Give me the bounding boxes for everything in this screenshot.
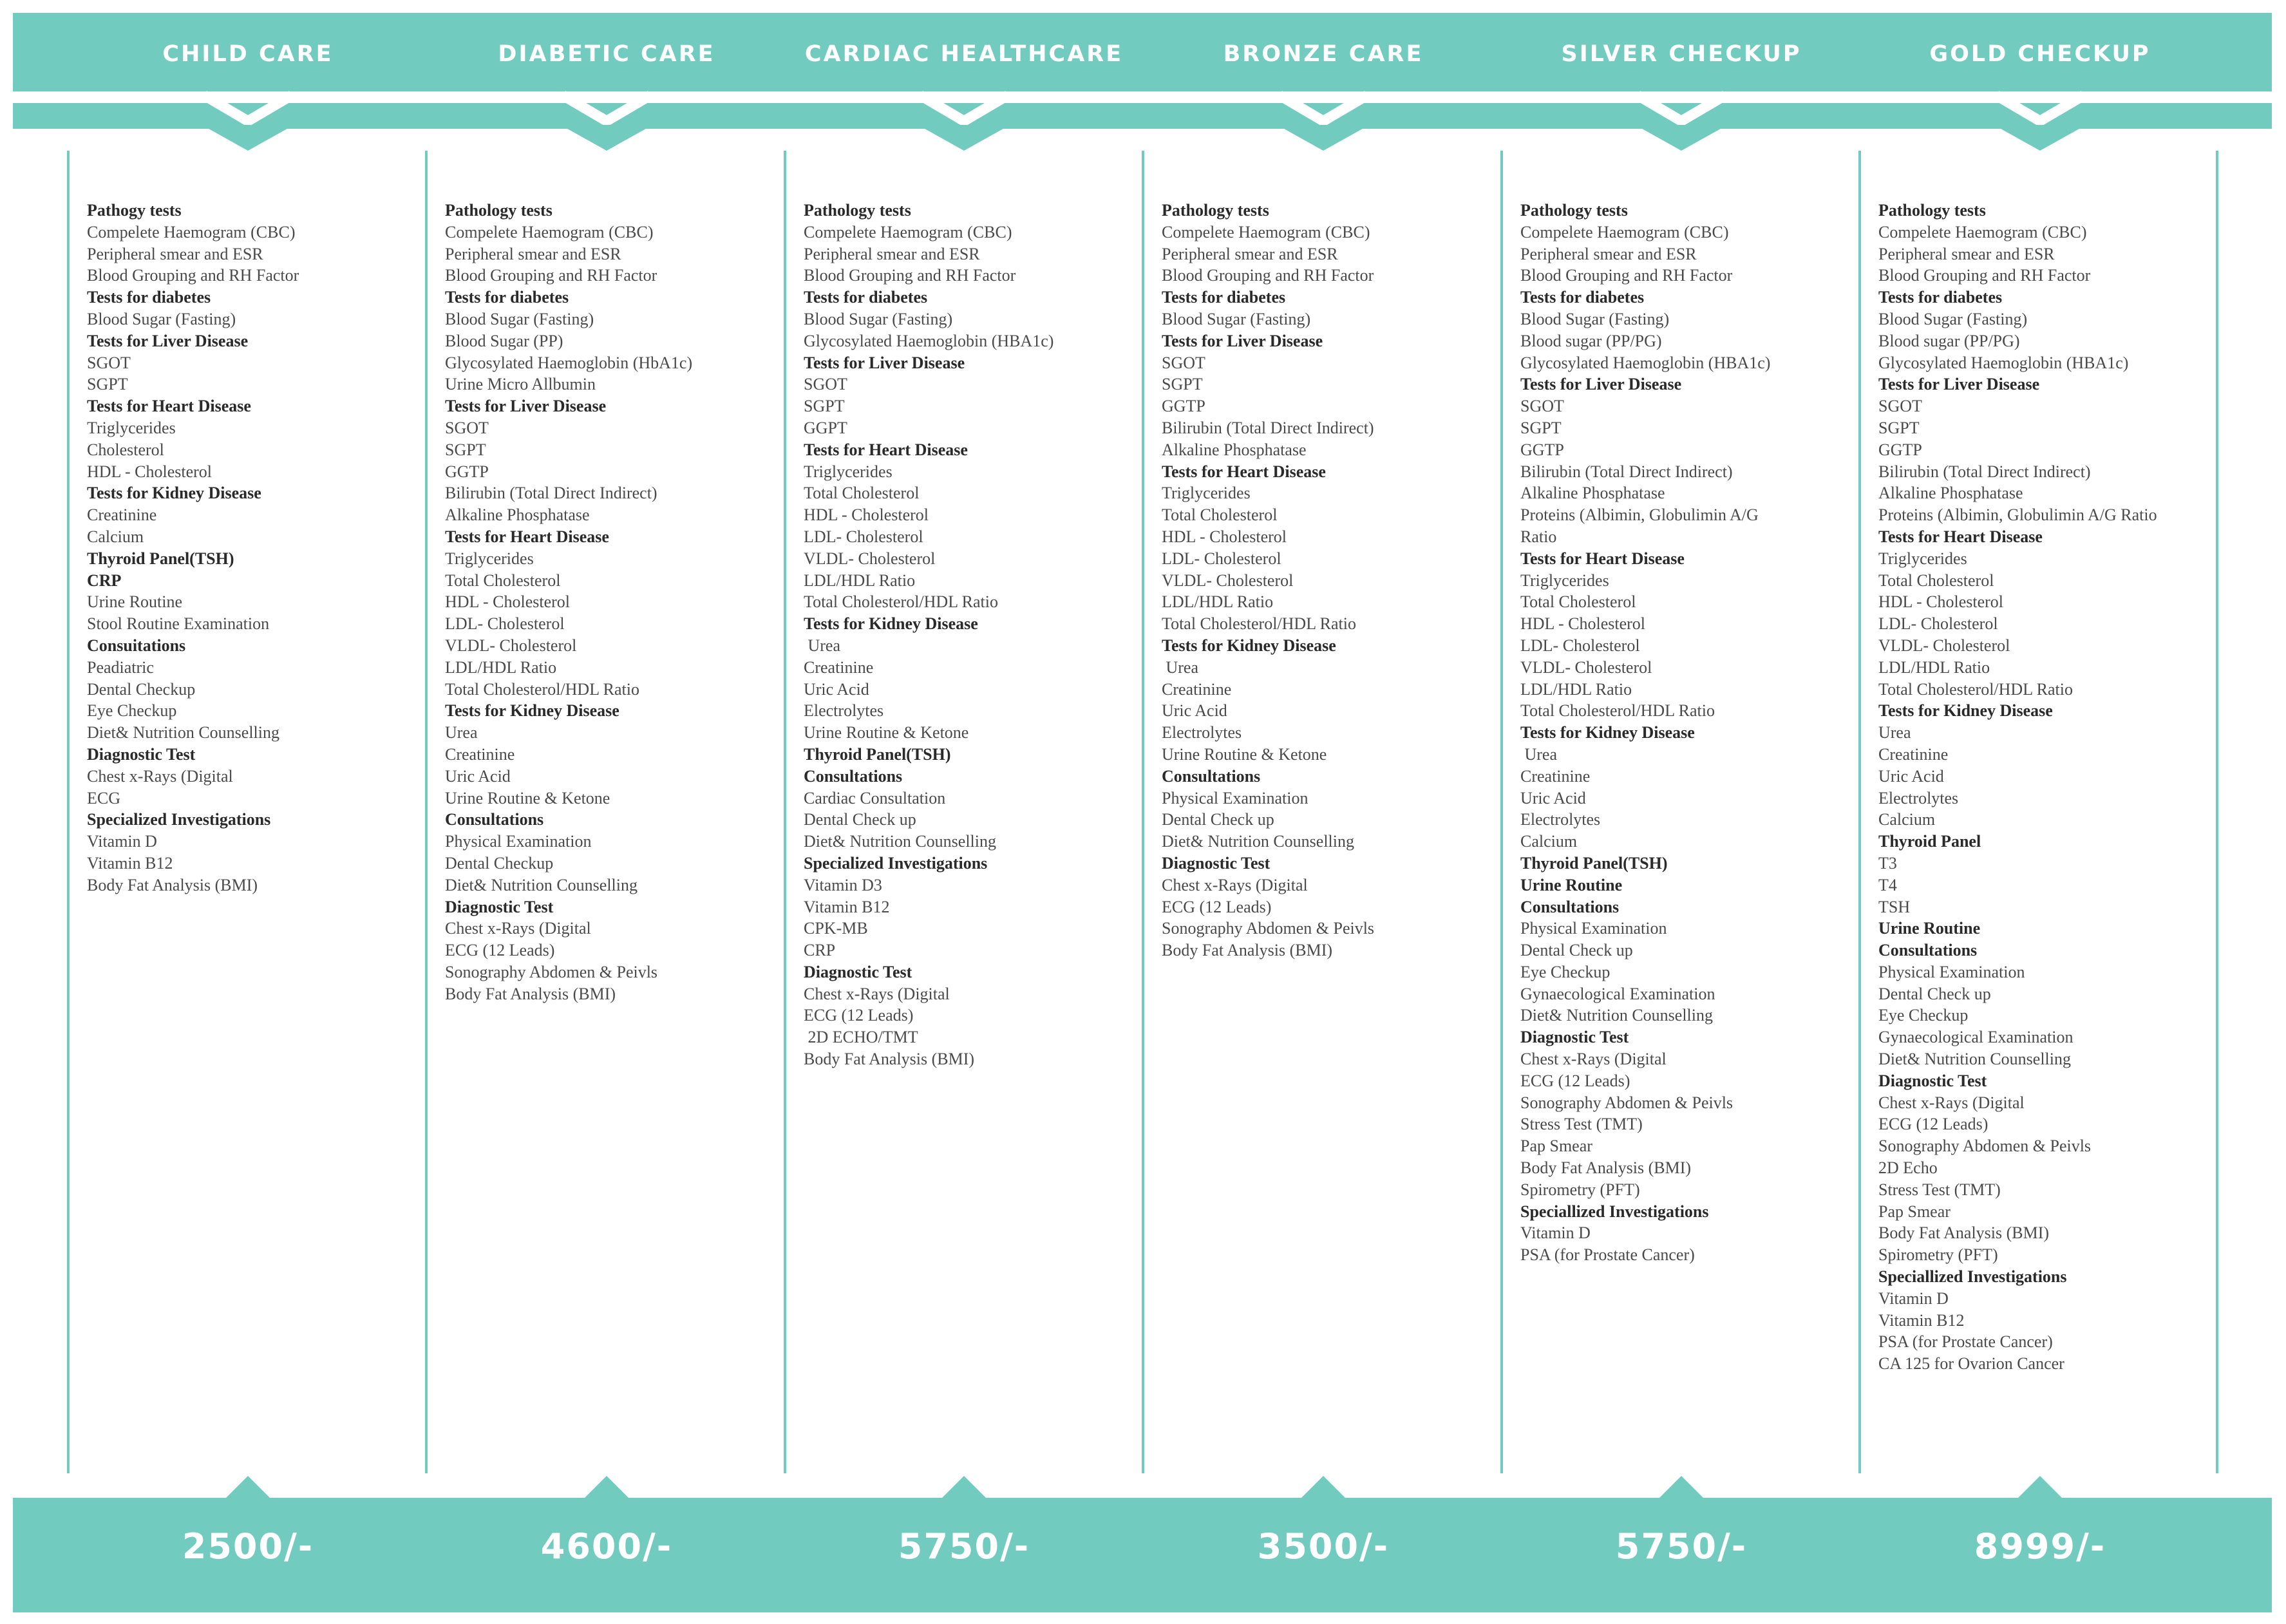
test-item: LDL/HDL Ratio <box>445 657 557 677</box>
test-item: Diet& Nutrition Counselling <box>1162 832 1354 851</box>
test-item: Eye Checkup <box>87 701 177 721</box>
test-category-heading: Thyroid Panel(TSH) <box>1520 853 1668 873</box>
test-category-heading: Tests for Kidney Disease <box>1520 723 1695 742</box>
test-item: Diet& Nutrition Counselling <box>1520 1006 1713 1025</box>
test-item: Gynaecological Examination <box>1520 984 1715 1003</box>
test-item: Sonography Abdomen & Peivls <box>1520 1093 1733 1112</box>
test-item: Uric Acid <box>445 766 511 786</box>
test-category-heading: Tests for diabetes <box>804 288 928 307</box>
test-item: SGPT <box>445 440 486 459</box>
test-item: Blood sugar (PP/PG) <box>1878 331 2020 350</box>
test-category-heading: Urine Routine <box>1878 919 1981 938</box>
test-item: ECG <box>87 788 120 807</box>
test-item: HDL - Cholesterol <box>445 592 570 612</box>
test-item: SGOT <box>87 353 131 372</box>
test-item: Urea <box>1520 744 1558 764</box>
test-item: Eye Checkup <box>1520 962 1611 981</box>
test-category-heading: Tests for Liver Disease <box>804 353 965 372</box>
package-test-list <box>445 200 780 1005</box>
test-category-heading: Tests for Kidney Disease <box>445 701 619 721</box>
column-divider <box>425 151 428 1473</box>
test-category-heading: Tests for diabetes <box>1520 288 1645 307</box>
test-item: Peripheral smear and ESR <box>87 244 263 263</box>
test-item: Peripheral smear and ESR <box>445 244 621 263</box>
test-category-heading: Diagnostic Test <box>445 897 554 916</box>
test-item: Dental Check up <box>1162 810 1274 829</box>
test-item: PSA (for Prostate Cancer) <box>1878 1332 2053 1352</box>
test-item: LDL- Cholesterol <box>1162 549 1281 568</box>
test-category-heading: Consultations <box>445 810 544 829</box>
test-item: Gynaecological Examination <box>1878 1028 2073 1047</box>
test-item: Chest x-Rays (Digital <box>87 766 233 786</box>
test-category-heading: Diagnostic Test <box>1878 1071 1987 1090</box>
test-item: SGOT <box>1162 353 1205 372</box>
test-item: SGOT <box>804 375 847 394</box>
test-item: Compelete Haemogram (CBC) <box>445 222 654 241</box>
test-item: HDL - Cholesterol <box>804 505 929 525</box>
test-item: Stress Test (TMT) <box>1878 1180 2001 1199</box>
test-item: Triglycerides <box>87 418 176 437</box>
test-item: Chest x-Rays (Digital <box>804 984 950 1003</box>
test-item: Ratio <box>1520 527 1557 546</box>
test-item: Urea <box>804 636 841 655</box>
test-item: SGPT <box>1520 418 1562 437</box>
test-item: Peripheral smear and ESR <box>1878 244 2055 263</box>
test-item: Urea <box>1162 657 1199 677</box>
test-item: Triglycerides <box>445 549 534 568</box>
test-item: Urea <box>1878 723 1911 742</box>
test-item: Uric Acid <box>1520 788 1586 807</box>
test-item: Blood Grouping and RH Factor <box>1162 266 1374 285</box>
test-item: Urine Routine & Ketone <box>804 723 969 742</box>
test-category-heading: Tests for Liver Disease <box>1878 375 2040 394</box>
test-item: Blood Sugar (Fasting) <box>87 309 236 328</box>
package-title: SILVER CHECKUP <box>1561 41 1802 67</box>
header-chevron <box>1280 90 1367 125</box>
test-item: Cardiac Consultation <box>804 788 946 807</box>
test-item: Creatinine <box>445 744 515 764</box>
test-category-heading: Tests for Liver Disease <box>87 331 249 350</box>
test-category-heading: Consultations <box>1162 766 1261 786</box>
test-item: Alkaline Phosphatase <box>445 505 590 525</box>
test-item: Stool Routine Examination <box>87 614 270 634</box>
strip-chevron <box>1280 126 1367 152</box>
test-category-heading: Tests for Liver Disease <box>445 397 607 416</box>
test-item: CRP <box>804 941 836 960</box>
test-category-heading: Tests for Liver Disease <box>1162 331 1323 350</box>
header-chevron <box>204 90 292 125</box>
test-item: Blood Grouping and RH Factor <box>804 266 1016 285</box>
test-item: Uric Acid <box>804 679 869 699</box>
test-category-heading: Tests for diabetes <box>445 288 569 307</box>
package-price: 2500/- <box>182 1526 314 1567</box>
test-category-heading: Pathology tests <box>1520 201 1628 220</box>
test-item: LDL/HDL Ratio <box>804 571 916 590</box>
test-item: Bilirubin (Total Direct Indirect) <box>1162 418 1374 437</box>
test-item: Calcium <box>87 527 144 546</box>
test-item: CA 125 for Ovarion Cancer <box>1878 1354 2064 1374</box>
test-item: Electrolytes <box>1520 810 1601 829</box>
column-divider <box>67 151 70 1473</box>
test-item: Glycosylated Haemoglobin (HBA1c) <box>804 331 1054 350</box>
test-item: Spirometry (PFT) <box>1520 1180 1640 1199</box>
test-item: Creatinine <box>1520 766 1591 786</box>
test-item: VLDL- Cholesterol <box>1162 571 1294 590</box>
test-item: Total Cholesterol/HDL Ratio <box>445 679 639 699</box>
test-item: Urine Routine <box>87 592 183 612</box>
test-item: VLDL- Cholesterol <box>1520 657 1652 677</box>
test-item: HDL - Cholesterol <box>1878 592 2003 612</box>
test-item: Chest x-Rays (Digital <box>1162 875 1308 894</box>
strip-chevron <box>920 126 1008 152</box>
test-item: Vitamin D3 <box>804 875 882 894</box>
test-item: Total Cholesterol/HDL Ratio <box>1878 679 2073 699</box>
package-price: 4600/- <box>540 1526 673 1567</box>
test-item: Body Fat Analysis (BMI) <box>87 875 258 894</box>
test-item: Blood Sugar (PP) <box>445 331 563 350</box>
test-item: VLDL- Cholesterol <box>445 636 577 655</box>
test-item: Total Cholesterol <box>804 484 920 503</box>
test-item: Glycosylated Haemoglobin (HbA1c) <box>445 353 693 372</box>
test-category-heading: Urine Routine <box>1520 875 1623 894</box>
header-chevron <box>1638 90 1725 125</box>
test-item: T4 <box>1878 875 1897 894</box>
test-item: Bilirubin (Total Direct Indirect) <box>1520 462 1733 481</box>
test-category-heading: Speciallized Investigations <box>1878 1267 2067 1287</box>
test-item: ECG (12 Leads) <box>445 941 555 960</box>
test-item: VLDL- Cholesterol <box>804 549 936 568</box>
package-title: BRONZE CARE <box>1223 41 1424 67</box>
test-item: Total Cholesterol <box>445 571 561 590</box>
strip-chevron <box>204 126 292 152</box>
package-price: 3500/- <box>1257 1526 1390 1567</box>
package-title: CHILD CARE <box>162 41 334 67</box>
test-category-heading: Pathology tests <box>1162 201 1269 220</box>
test-category-heading: Tests for diabetes <box>1878 288 2003 307</box>
test-item: Pap Smear <box>1878 1202 1951 1221</box>
test-item: Urine Routine & Ketone <box>1162 744 1327 764</box>
test-item: Creatinine <box>804 657 874 677</box>
package-test-list <box>87 200 422 896</box>
test-item: Vitamin B12 <box>87 853 173 873</box>
strip-chevron <box>1638 126 1725 152</box>
test-item: Cholesterol <box>87 440 164 459</box>
test-category-heading: Tests for Liver Disease <box>1520 375 1682 394</box>
test-category-heading: Diagnostic Test <box>804 962 912 981</box>
test-item: LDL- Cholesterol <box>804 527 923 546</box>
package-test-list <box>1162 200 1497 961</box>
test-item: Vitamin D <box>87 832 157 851</box>
column-divider <box>2216 151 2218 1473</box>
test-category-heading: Consultations <box>1878 941 1978 960</box>
test-item: Body Fat Analysis (BMI) <box>1878 1223 2050 1243</box>
test-item: Chest x-Rays (Digital <box>445 919 591 938</box>
package-title: CARDIAC HEALTHCARE <box>804 41 1124 67</box>
test-category-heading: Diagnostic Test <box>87 744 196 764</box>
package-price: 8999/- <box>1974 1526 2106 1567</box>
test-category-heading: Tests for diabetes <box>87 288 211 307</box>
test-item: Total Cholesterol <box>1878 571 1994 590</box>
test-item: GGTP <box>1162 397 1205 416</box>
test-category-heading: Tests for Kidney Disease <box>1878 701 2053 721</box>
test-item: Stress Test (TMT) <box>1520 1115 1643 1134</box>
test-item: Blood Grouping and RH Factor <box>445 266 657 285</box>
test-item: Proteins (Albimin, Globulimin A/G Ratio <box>1878 505 2157 525</box>
test-item: Triglycerides <box>1162 484 1251 503</box>
header-strip <box>13 103 2272 129</box>
test-item: Body Fat Analysis (BMI) <box>445 984 616 1003</box>
test-item: Compelete Haemogram (CBC) <box>1878 222 2087 241</box>
test-category-heading: Thyroid Panel(TSH) <box>804 744 951 764</box>
test-category-heading: Tests for Heart Disease <box>804 440 968 459</box>
header-chevron <box>563 90 650 125</box>
test-item: Electrolytes <box>804 701 884 721</box>
package-price: 5750/- <box>898 1526 1030 1567</box>
test-item: Dental Checkup <box>445 853 554 873</box>
test-category-heading: Specialized Investigations <box>87 810 271 829</box>
test-item: Peripheral smear and ESR <box>1162 244 1338 263</box>
test-item: Blood Sugar (Fasting) <box>1162 309 1311 328</box>
test-item: SGOT <box>445 418 489 437</box>
package-test-list <box>1520 200 1855 1266</box>
test-item: Glycosylated Haemoglobin (HBA1c) <box>1520 353 1771 372</box>
test-category-heading: Tests for Heart Disease <box>87 397 251 416</box>
test-item: ECG (12 Leads) <box>1520 1071 1630 1090</box>
test-item: Alkaline Phosphatase <box>1162 440 1307 459</box>
test-item: Electrolytes <box>1162 723 1242 742</box>
test-item: SGPT <box>1162 375 1203 394</box>
test-item: Physical Examination <box>445 832 592 851</box>
test-item: TSH <box>1878 897 1911 916</box>
test-category-heading: Tests for Kidney Disease <box>1162 636 1336 655</box>
test-item: Total Cholesterol/HDL Ratio <box>804 592 998 612</box>
test-item: CPK-MB <box>804 919 868 938</box>
package-price: 5750/- <box>1615 1526 1748 1567</box>
test-item: GGTP <box>1520 440 1564 459</box>
test-item: Peripheral smear and ESR <box>1520 244 1697 263</box>
package-title: GOLD CHECKUP <box>1929 41 2151 67</box>
test-item: Body Fat Analysis (BMI) <box>1520 1158 1692 1178</box>
test-item: SGPT <box>87 375 128 394</box>
test-item: VLDL- Cholesterol <box>1878 636 2010 655</box>
test-item: Creatinine <box>87 505 157 525</box>
test-item: Sonography Abdomen & Peivls <box>1878 1137 2092 1156</box>
test-item: 2D Echo <box>1878 1158 1938 1178</box>
test-category-heading: Consultations <box>804 766 903 786</box>
test-item: Chest x-Rays (Digital <box>1878 1093 2025 1112</box>
column-divider <box>784 151 786 1473</box>
test-item: Uric Acid <box>1878 766 1944 786</box>
test-item: Vitamin B12 <box>1878 1310 1965 1330</box>
test-item: Blood Grouping and RH Factor <box>1520 266 1733 285</box>
test-category-heading: Consuitations <box>87 636 186 655</box>
test-item: Bilirubin (Total Direct Indirect) <box>1878 462 2091 481</box>
test-item: LDL- Cholesterol <box>1520 636 1640 655</box>
strip-chevron <box>563 126 650 152</box>
test-item: Urine Micro Allbumin <box>445 375 596 394</box>
test-item: SGOT <box>1520 397 1564 416</box>
test-item: Dental Check up <box>1878 984 1991 1003</box>
price-notch <box>583 1476 630 1499</box>
package-test-list <box>1878 200 2213 1375</box>
test-category-heading: Specialized Investigations <box>804 853 988 873</box>
test-item: Total Cholesterol/HDL Ratio <box>1520 701 1715 721</box>
test-category-heading: Thyroid Panel <box>1878 832 1981 851</box>
test-item: Urea <box>445 723 478 742</box>
package-title: DIABETIC CARE <box>498 41 715 67</box>
test-item: Vitamin D <box>1520 1223 1591 1243</box>
package-test-list <box>804 200 1138 1070</box>
test-category-heading: Consultations <box>1520 897 1620 916</box>
test-item: Triglycerides <box>804 462 893 481</box>
test-item: Proteins (Albimin, Globulimin A/G <box>1520 505 1759 525</box>
test-category-heading: Pathology tests <box>1878 201 1986 220</box>
test-item: Dental Check up <box>1520 941 1633 960</box>
test-item: Blood Sugar (Fasting) <box>1520 309 1670 328</box>
test-item: PSA (for Prostate Cancer) <box>1520 1245 1695 1265</box>
test-item: Creatinine <box>1162 679 1232 699</box>
test-item: Chest x-Rays (Digital <box>1520 1050 1667 1069</box>
test-category-heading: Tests for Kidney Disease <box>804 614 978 634</box>
test-item: Peadiatric <box>87 657 154 677</box>
test-item: Blood Sugar (Fasting) <box>445 309 594 328</box>
test-item: Total Cholesterol <box>1520 592 1636 612</box>
test-item: Total Cholesterol <box>1162 505 1278 525</box>
column-divider <box>1858 151 1861 1473</box>
price-notch <box>1300 1476 1346 1499</box>
test-item: GGTP <box>1878 440 1922 459</box>
test-item: Calcium <box>1520 832 1578 851</box>
test-item: Dental Check up <box>804 810 916 829</box>
test-item: ECG (12 Leads) <box>804 1006 914 1025</box>
test-item: LDL/HDL Ratio <box>1162 592 1274 612</box>
test-item: SGPT <box>1878 418 1920 437</box>
test-item: Uric Acid <box>1162 701 1227 721</box>
test-item: Compelete Haemogram (CBC) <box>1520 222 1729 241</box>
test-item: HDL - Cholesterol <box>1162 527 1287 546</box>
test-item: Blood Sugar (Fasting) <box>1878 309 2028 328</box>
test-item: Compelete Haemogram (CBC) <box>87 222 296 241</box>
test-item: Blood sugar (PP/PG) <box>1520 331 1662 350</box>
test-category-heading: Tests for Heart Disease <box>1162 462 1326 481</box>
strip-chevron <box>1996 126 2084 152</box>
test-category-heading: Tests for Heart Disease <box>1878 527 2043 546</box>
test-item: LDL/HDL Ratio <box>1878 657 1990 677</box>
test-item: SGPT <box>804 397 845 416</box>
test-item: Blood Sugar (Fasting) <box>804 309 953 328</box>
test-item: Triglycerides <box>1878 549 1967 568</box>
test-item: Blood Grouping and RH Factor <box>1878 266 2091 285</box>
test-item: Diet& Nutrition Counselling <box>1878 1050 2071 1069</box>
column-divider <box>1500 151 1503 1473</box>
test-item: Total Cholesterol/HDL Ratio <box>1162 614 1356 634</box>
test-item: Sonography Abdomen & Peivls <box>445 962 658 981</box>
test-category-heading: Diagnostic Test <box>1520 1028 1629 1047</box>
test-item: Physical Examination <box>1878 962 2025 981</box>
test-item: Triglycerides <box>1520 571 1609 590</box>
test-item: Alkaline Phosphatase <box>1878 484 2023 503</box>
test-item: Body Fat Analysis (BMI) <box>804 1050 975 1069</box>
test-item: LDL/HDL Ratio <box>1520 679 1632 699</box>
test-category-heading: Tests for Heart Disease <box>1520 549 1685 568</box>
test-category-heading: Pathology tests <box>445 201 553 220</box>
test-item: ECG (12 Leads) <box>1162 897 1272 916</box>
test-item: Diet& Nutrition Counselling <box>87 723 279 742</box>
test-item: Physical Examination <box>1520 919 1667 938</box>
test-category-heading: Tests for Heart Disease <box>445 527 609 546</box>
price-notch <box>1658 1476 1705 1499</box>
test-item: Diet& Nutrition Counselling <box>445 875 638 894</box>
test-category-heading: Thyroid Panel(TSH) <box>87 549 234 568</box>
test-item: Compelete Haemogram (CBC) <box>804 222 1012 241</box>
test-item: T3 <box>1878 853 1897 873</box>
test-category-heading: Tests for Kidney Disease <box>87 484 261 503</box>
test-item: HDL - Cholesterol <box>87 462 212 481</box>
test-category-heading: Pathogy tests <box>87 201 182 220</box>
test-item: LDL- Cholesterol <box>1878 614 1998 634</box>
test-category-heading: Speciallized Investigations <box>1520 1202 1709 1221</box>
test-category-heading: Pathology tests <box>804 201 911 220</box>
test-item: GGPT <box>804 418 847 437</box>
test-item: GGTP <box>445 462 489 481</box>
price-notch <box>941 1476 987 1499</box>
test-category-heading: Tests for diabetes <box>1162 288 1286 307</box>
column-divider <box>1142 151 1144 1473</box>
test-item: LDL- Cholesterol <box>445 614 565 634</box>
test-item: Spirometry (PFT) <box>1878 1245 1998 1265</box>
header-chevron <box>920 90 1008 125</box>
test-item: Body Fat Analysis (BMI) <box>1162 941 1333 960</box>
test-item: Pap Smear <box>1520 1137 1592 1156</box>
test-item: Creatinine <box>1878 744 1949 764</box>
header-chevron <box>1996 90 2084 125</box>
test-item: Sonography Abdomen & Peivls <box>1162 919 1375 938</box>
test-category-heading: Diagnostic Test <box>1162 853 1271 873</box>
test-item: Glycosylated Haemoglobin (HBA1c) <box>1878 353 2129 372</box>
test-item: 2D ECHO/TMT <box>804 1028 918 1047</box>
test-item: Physical Examination <box>1162 788 1308 807</box>
test-item: Alkaline Phosphatase <box>1520 484 1665 503</box>
test-item: Bilirubin (Total Direct Indirect) <box>445 484 657 503</box>
test-item: ECG (12 Leads) <box>1878 1115 1988 1134</box>
test-item: Electrolytes <box>1878 788 1959 807</box>
test-item: Dental Checkup <box>87 679 196 699</box>
test-item: HDL - Cholesterol <box>1520 614 1645 634</box>
test-item: Urine Routine & Ketone <box>445 788 610 807</box>
test-item: Vitamin D <box>1878 1289 1949 1308</box>
test-item: Blood Grouping and RH Factor <box>87 266 299 285</box>
test-item: Eye Checkup <box>1878 1006 1969 1025</box>
test-item: Vitamin B12 <box>804 897 890 916</box>
test-item: Calcium <box>1878 810 1936 829</box>
test-item: Diet& Nutrition Counselling <box>804 832 996 851</box>
price-notch <box>225 1476 271 1499</box>
test-category-heading: CRP <box>87 571 122 590</box>
test-item: Compelete Haemogram (CBC) <box>1162 222 1370 241</box>
test-item: Peripheral smear and ESR <box>804 244 980 263</box>
test-item: SGOT <box>1878 397 1922 416</box>
price-notch <box>2017 1476 2063 1499</box>
